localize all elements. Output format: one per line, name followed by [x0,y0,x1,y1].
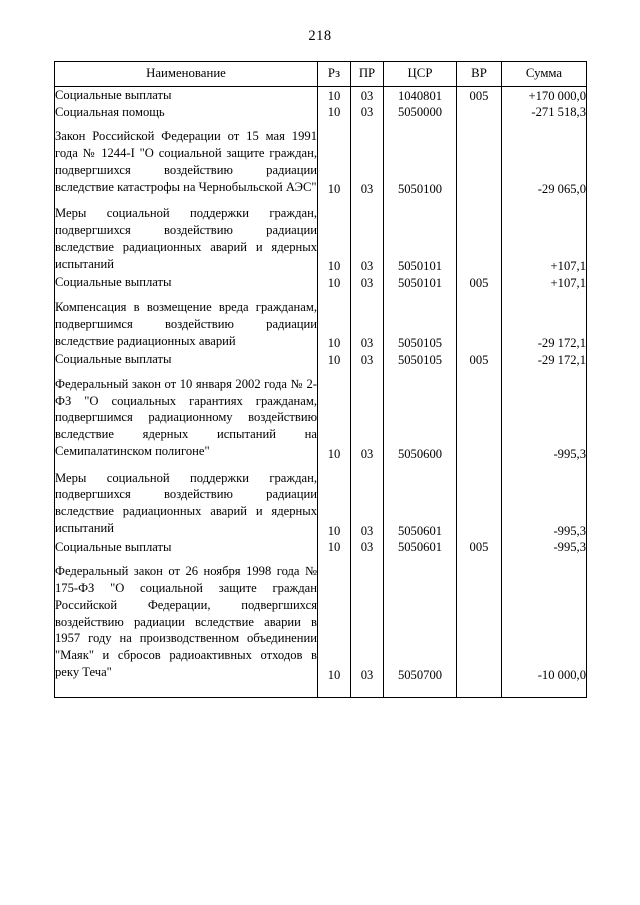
cell-vr [457,197,502,274]
table-row [55,351,587,368]
spacer-cell [55,683,318,698]
cell-pr: 03 [351,351,384,368]
cell-name: Федеральный закон от 26 ноября 1998 года № 175-ФЗ "О социальной защите граждан Российской Федерации, подвергшихся воздействию радиации вследствие аварии в 1957 году на производственном объединении "Маяк" и сбросов радиоактивных отходов в реку Теча" [55,555,318,682]
table-row [55,197,587,274]
cell-csr: 5050105 [384,291,457,351]
cell-pr: 03 [351,197,384,274]
cell-pr: 03 [351,555,384,682]
cell-name: Социальные выплаты [55,351,318,368]
table-header-row [55,62,587,87]
cell-sum: -995,3 [502,462,587,539]
table-row [55,87,587,104]
cell-pr: 03 [351,291,384,351]
column-header-vr: ВР [457,62,502,87]
cell-vr: 005 [457,274,502,291]
cell-csr: 5050101 [384,274,457,291]
cell-csr: 5050000 [384,104,457,121]
table-body [55,87,587,698]
cell-vr [457,120,502,197]
cell-rz: 10 [318,351,351,368]
cell-csr: 5050700 [384,555,457,682]
cell-vr [457,368,502,462]
spacer-cell [351,683,384,698]
cell-name: Социальная помощь [55,104,318,121]
cell-name: Меры социальной поддержки граждан, подвергшихся воздействию радиации вследствие радиационных аварий и ядерных испытаний [55,462,318,539]
column-header-rz: Рз [318,62,351,87]
budget-table [54,61,587,698]
cell-csr: 5050600 [384,368,457,462]
table-row [55,274,587,291]
cell-pr: 03 [351,462,384,539]
cell-vr [457,462,502,539]
cell-sum: -10 000,0 [502,555,587,682]
cell-vr [457,291,502,351]
cell-sum: +107,1 [502,274,587,291]
column-header-csr: ЦСР [384,62,457,87]
spacer-cell [318,683,351,698]
page-number: 218 [308,28,332,44]
cell-csr: 5050101 [384,197,457,274]
column-header-sum: Сумма [502,62,587,87]
spacer-cell [502,683,587,698]
cell-name: Социальные выплаты [55,274,318,291]
cell-name: Социальные выплаты [55,539,318,556]
cell-pr: 03 [351,368,384,462]
cell-csr: 5050601 [384,539,457,556]
cell-rz: 10 [318,539,351,556]
table-bottom-spacer [55,683,587,698]
table-row [55,368,587,462]
cell-csr: 5050601 [384,462,457,539]
column-header-name: Наименование [55,62,318,87]
cell-rz: 10 [318,462,351,539]
cell-vr [457,555,502,682]
table-row [55,291,587,351]
table-row [55,539,587,556]
cell-sum: -995,3 [502,368,587,462]
spacer-cell [384,683,457,698]
cell-pr: 03 [351,120,384,197]
table-row [55,555,587,682]
cell-rz: 10 [318,197,351,274]
table-header [55,62,587,87]
cell-pr: 03 [351,87,384,104]
cell-rz: 10 [318,274,351,291]
cell-sum: -29 065,0 [502,120,587,197]
cell-rz: 10 [318,87,351,104]
cell-pr: 03 [351,274,384,291]
cell-name: Меры социальной поддержки граждан, подвергшихся воздействию радиации вследствие радиационных аварий и ядерных испытаний [55,197,318,274]
cell-csr: 1040801 [384,87,457,104]
column-header-pr: ПР [351,62,384,87]
cell-name: Социальные выплаты [55,87,318,104]
cell-name: Федеральный закон от 10 января 2002 года № 2-ФЗ "О социальных гарантиях гражданам, подвергшимся радиационному воздействию вследствие ядерных испытаний на Семипалатинском полигоне" [55,368,318,462]
cell-vr [457,104,502,121]
cell-sum: -29 172,1 [502,291,587,351]
cell-rz: 10 [318,555,351,682]
cell-vr: 005 [457,351,502,368]
cell-pr: 03 [351,539,384,556]
cell-vr: 005 [457,539,502,556]
cell-csr: 5050100 [384,120,457,197]
cell-sum: -29 172,1 [502,351,587,368]
cell-rz: 10 [318,368,351,462]
table-row [55,462,587,539]
cell-csr: 5050105 [384,351,457,368]
cell-sum: +107,1 [502,197,587,274]
cell-name: Компенсация в возмещение вреда гражданам, подвергшимся воздействию радиации вследствие радиационных аварий [55,291,318,351]
cell-sum: -995,3 [502,539,587,556]
budget-table-container [54,61,586,698]
cell-name: Закон Российской Федерации от 15 мая 1991 года № 1244-I "О социальной защите граждан, подвергшихся воздействию радиации вследствие катастрофы на Чернобыльской АЭС" [55,120,318,197]
cell-rz: 10 [318,291,351,351]
cell-vr: 005 [457,87,502,104]
cell-rz: 10 [318,104,351,121]
cell-sum: +170 000,0 [502,87,587,104]
spacer-cell [457,683,502,698]
cell-pr: 03 [351,104,384,121]
cell-rz: 10 [318,120,351,197]
cell-sum: -271 518,3 [502,104,587,121]
table-row [55,104,587,121]
table-row [55,120,587,197]
